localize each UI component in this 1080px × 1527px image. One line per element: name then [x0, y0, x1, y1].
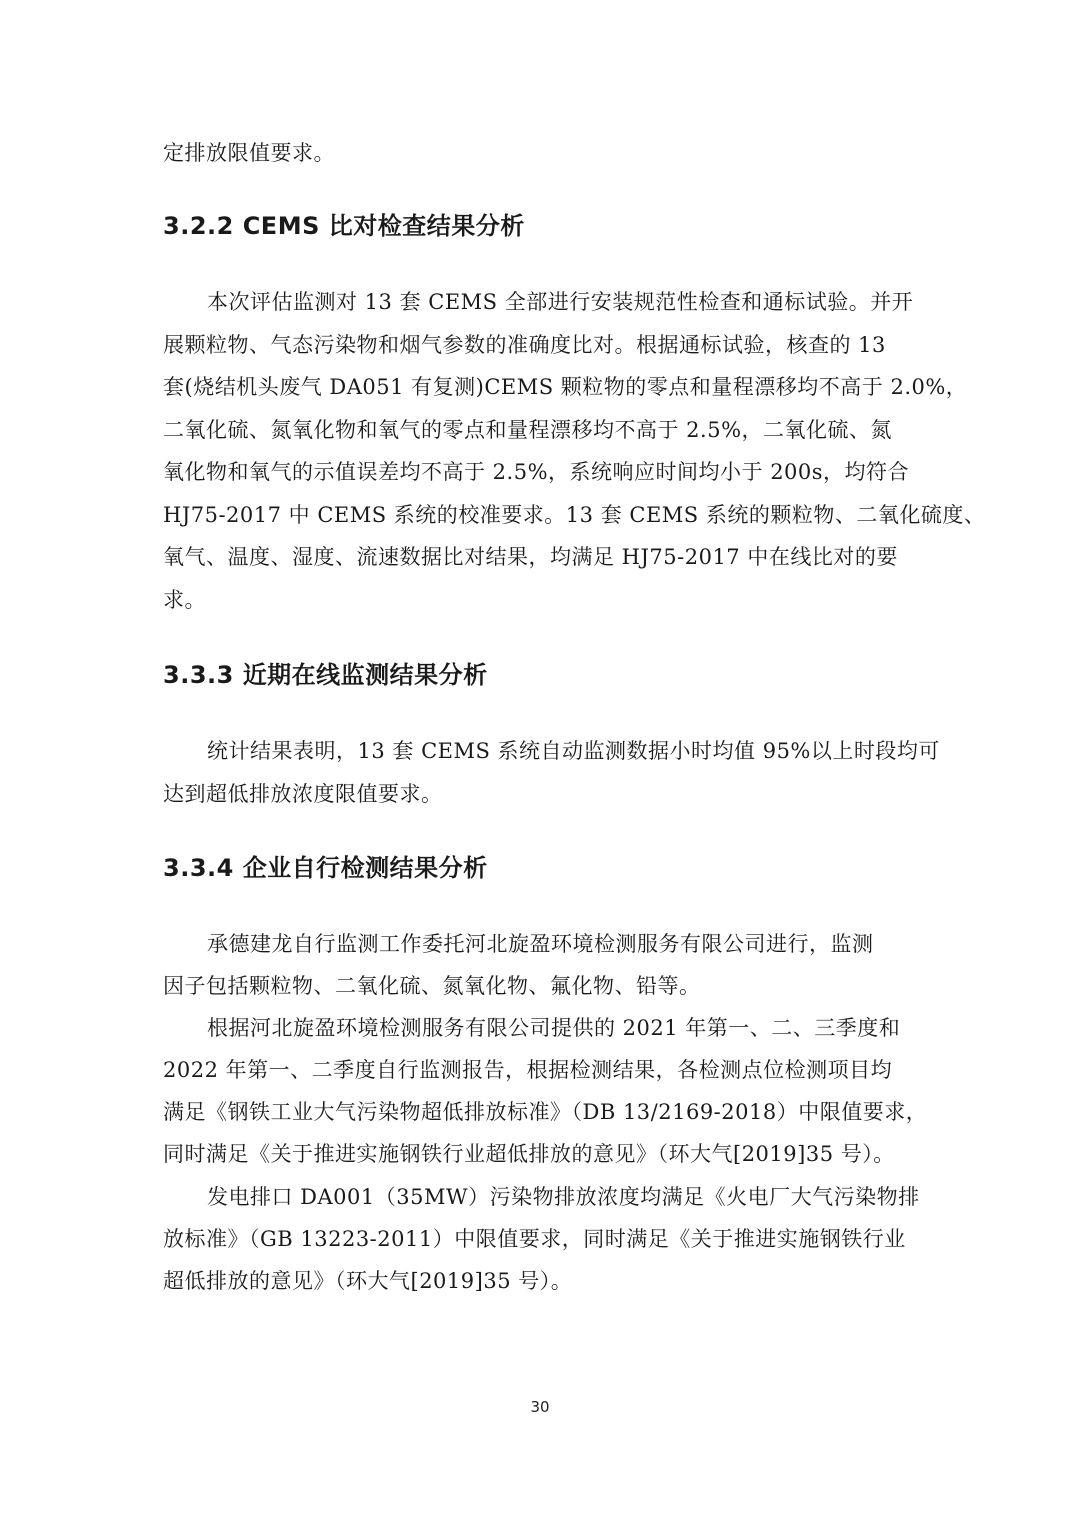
paragraph-line: 超低排放的意见》（环大气[2019]35 号）。: [163, 1269, 573, 1293]
page-number: 30: [530, 1398, 550, 1416]
section-heading-3-3-4: 3.3.4 企业自行检测结果分析: [163, 854, 488, 882]
paragraph-line: 氧化物和氧气的示值误差均不高于 2.5%，系统响应时间均小于 200s，均符合: [163, 460, 910, 484]
paragraph-line: 统计结果表明，13 套 CEMS 系统自动监测数据小时均值 95%以上时段均可: [207, 739, 940, 763]
paragraph-line: 同时满足《关于推进实施钢铁行业超低排放的意见》（环大气[2019]35 号）。: [163, 1142, 895, 1166]
paragraph-line: 发电排口 DA001（35MW）污染物排放浓度均满足《火电厂大气污染物排: [207, 1185, 920, 1209]
paragraph-line: 本次评估监测对 13 套 CEMS 全部进行安装规范性检查和通标试验。并开: [207, 290, 914, 314]
paragraph-line: 展颗粒物、气态污染物和烟气参数的准确度比对。根据通标试验，核查的 13: [163, 333, 886, 357]
section-heading-3-2-2: 3.2.2 CEMS 比对检查结果分析: [163, 212, 525, 240]
paragraph-line: 定排放限值要求。: [163, 141, 335, 165]
paragraph-line: 二氧化硫、氮氧化物和氧气的零点和量程漂移均不高于 2.5%，二氧化硫、氮: [163, 418, 893, 442]
paragraph-line: 承德建龙自行监测工作委托河北旋盈环境检测服务有限公司进行，监测: [207, 932, 874, 956]
paragraph-line: 满足《钢铁工业大气污染物超低排放标准》（DB 13/2169-2018）中限值要求，: [163, 1100, 928, 1124]
paragraph-line: 求。: [163, 588, 206, 612]
paragraph-line: 放标准》（GB 13223-2011）中限值要求，同时满足《关于推进实施钢铁行业: [163, 1227, 906, 1251]
paragraph-line: HJ75-2017 中 CEMS 系统的校准要求。13 套 CEMS 系统的颗粒物、二氧化硫度、: [163, 503, 986, 527]
paragraph-line: 氧气、温度、湿度、流速数据比对结果，均满足 HJ75-2017 中在线比对的要: [163, 545, 898, 569]
paragraph-line: 根据河北旋盈环境检测服务有限公司提供的 2021 年第一、二、三季度和: [207, 1016, 901, 1040]
paragraph-line: 套(烧结机头废气 DA051 有复测)CEMS 颗粒物的零点和量程漂移均不高于 2.0%，: [163, 375, 968, 399]
paragraph-line: 达到超低排放浓度限值要求。: [163, 782, 443, 806]
section-heading-3-3-3: 3.3.3 近期在线监测结果分析: [163, 661, 488, 689]
paragraph-line: 2022 年第一、二季度自行监测报告，根据检测结果，各检测点位检测项目均: [163, 1058, 893, 1082]
paragraph-line: 因子包括颗粒物、二氧化硫、氮氧化物、氟化物、铅等。: [163, 974, 701, 998]
